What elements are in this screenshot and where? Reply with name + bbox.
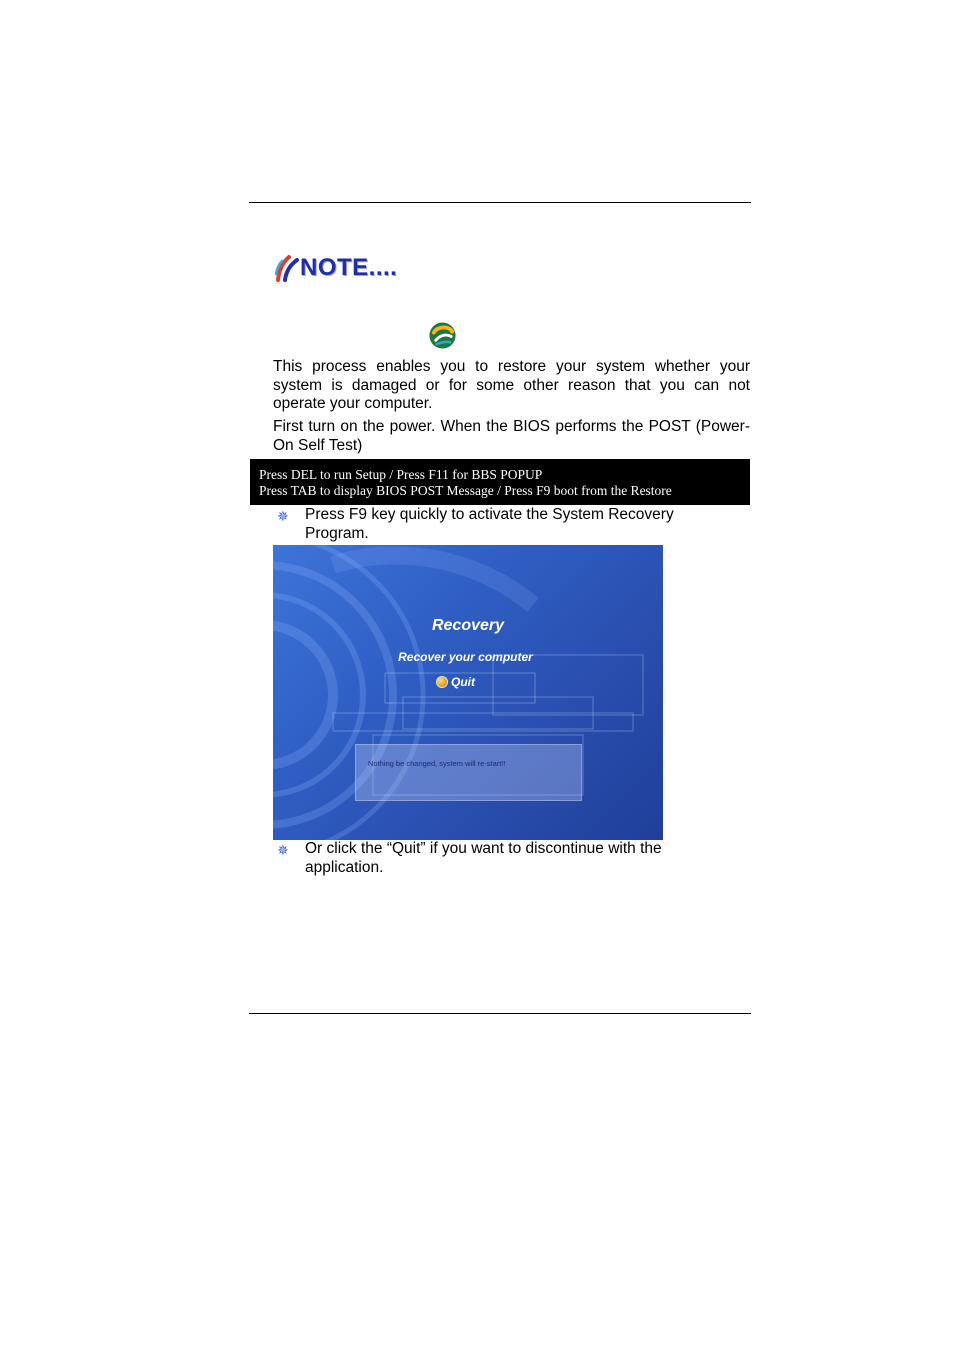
note-label: NOTE.... — [300, 254, 398, 281]
bios-line-1: Press DEL to run Setup / Press F11 for BBS POPUP — [259, 467, 543, 482]
quit-button[interactable] — [436, 675, 475, 689]
recovery-screenshot — [273, 545, 663, 840]
note-logo — [275, 254, 415, 284]
footer-rule — [249, 1013, 751, 1014]
recovery-logo-icon — [428, 321, 457, 350]
message-panel — [355, 744, 582, 801]
note-swoosh-icon — [275, 254, 301, 282]
quit-label: Quit — [451, 675, 475, 689]
bios-line-2: Press TAB to display BIOS POST Message / Press F9 boot from the Restore — [259, 483, 672, 498]
bullet-text: Or click the “Quit” if you want to discontinue with the application. — [305, 840, 662, 876]
bios-post-screen — [250, 459, 750, 505]
header-rule — [249, 202, 751, 203]
asterisk-bullet-icon: ✵ — [277, 842, 289, 858]
bullet-text: Press F9 key quickly to activate the System Recovery Program. — [305, 506, 674, 542]
recovery-subtitle[interactable]: Recover your computer — [398, 650, 533, 664]
recovery-title: Recovery — [431, 617, 505, 634]
restart-message: Nothing be changed, system will re-start!! — [368, 759, 506, 768]
intro-paragraph: This process enables you to restore your system whether your system is damaged or for some other reason that you can not operate your computer. — [273, 358, 750, 412]
asterisk-bullet-icon: ✵ — [277, 508, 289, 524]
quit-icon — [436, 676, 448, 688]
power-on-paragraph: First turn on the power. When the BIOS performs the POST (Power-On Self Test) — [273, 418, 750, 454]
